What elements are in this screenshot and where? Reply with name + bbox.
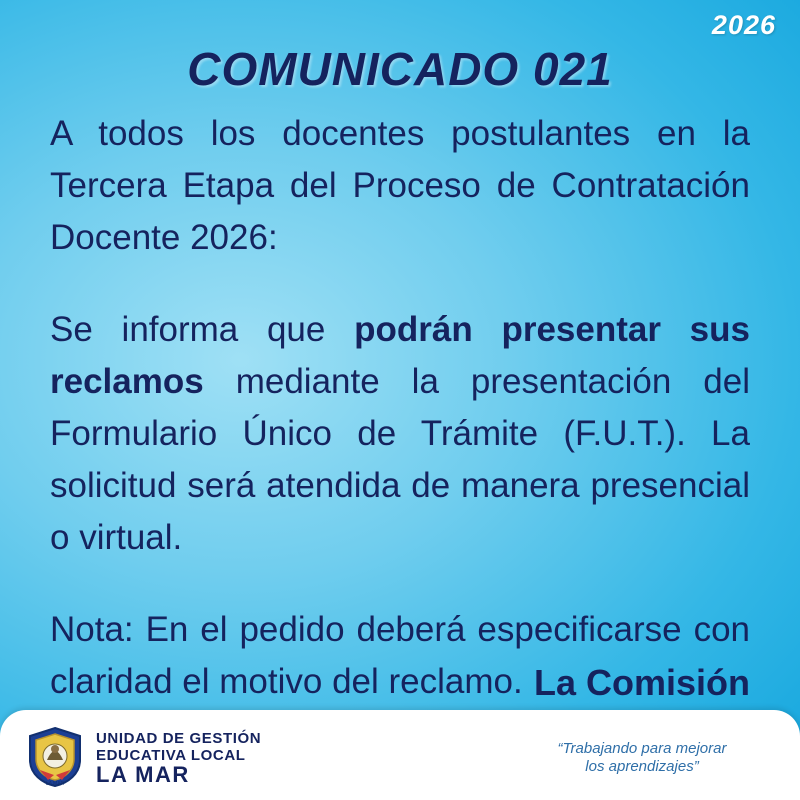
text-run: Nota: En el pedido deberá especificarse con claridad el motivo del reclamo. <box>50 610 750 701</box>
announcement-body <box>50 108 750 708</box>
signature: La Comisión <box>533 662 750 703</box>
institution-ugel-name: LA MAR <box>96 762 190 787</box>
institution-line2: EDUCATIVA LOCAL <box>96 747 246 764</box>
paragraph-intro <box>50 108 750 264</box>
text-run: A todos los docentes postulantes en la Tercera Etapa del Proceso de Contratación Docente 2026: <box>50 114 750 257</box>
ugel-logo-icon <box>26 726 84 788</box>
slogan-line2: los aprendizajes” <box>585 758 699 775</box>
text-run: mediante la presentación del Formulario Único de Trámite (F.U.T.). La solicitud será atendida de manera presencial o virtual. <box>50 362 750 557</box>
slogan <box>512 740 772 776</box>
institution-name <box>96 730 262 787</box>
paragraph-main <box>50 304 750 564</box>
year-badge: 2026 <box>711 10 776 40</box>
page-title: COMUNICADO 021 <box>187 43 613 95</box>
institution-line1: UNIDAD DE GESTIÓN <box>96 730 262 747</box>
footer-bar <box>0 710 800 800</box>
svg-text:LA MAR: LA MAR <box>45 781 65 787</box>
text-run-bold: podrán presentar sus reclamos <box>50 310 750 401</box>
text-run: Se informa que <box>50 310 355 349</box>
slogan-line1: “Trabajando para mejorar <box>557 740 727 757</box>
